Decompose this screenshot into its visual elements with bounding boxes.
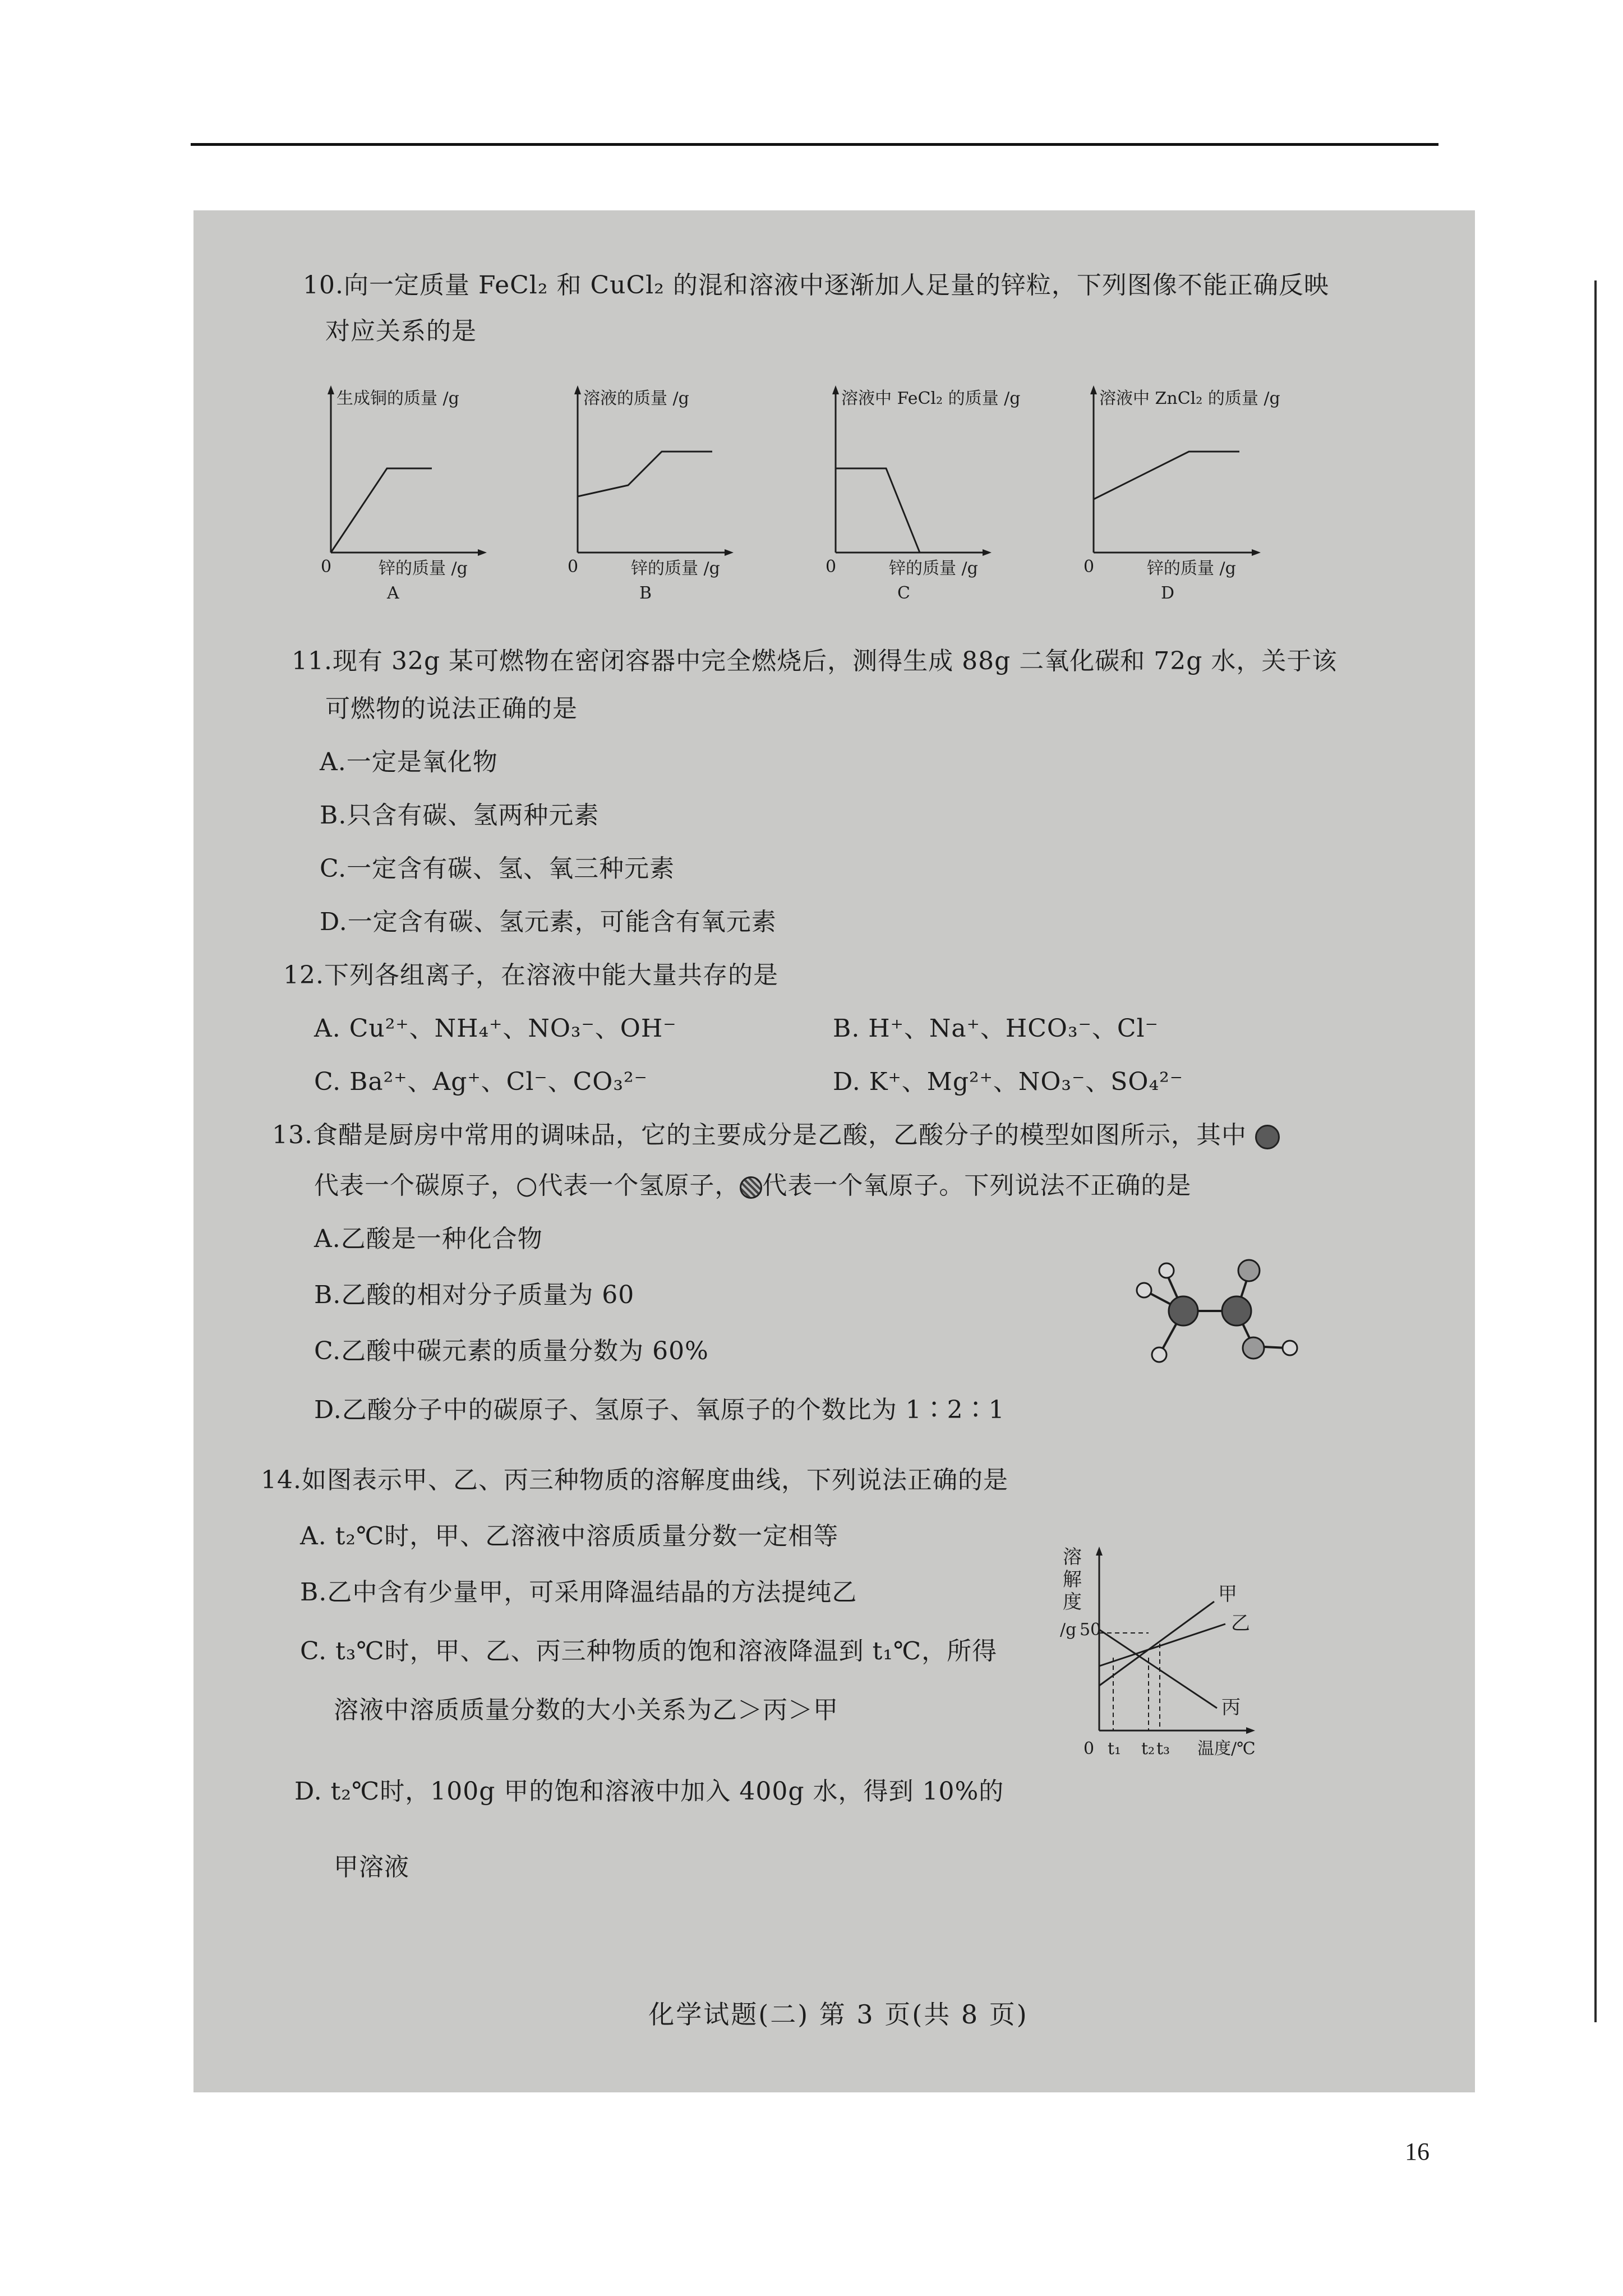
q10-stem-line1: 10.向一定质量 FeCl₂ 和 CuCl₂ 的混和溶液中逐渐加人足量的锌粒，下列图像不能正确反映 xyxy=(303,271,1329,300)
curve xyxy=(578,452,712,496)
acetic-acid-model xyxy=(1119,1248,1354,1379)
margin-line xyxy=(1594,280,1597,2022)
q11-stem-line1: 11.现有 32g 某可燃物在密闭容器中完全燃烧后，测得生成 88g 二氧化碳和 72g 水，关于该 xyxy=(292,647,1338,675)
q13-stem-text-3: 代表一个氧原子。下列说法不正确的是 xyxy=(762,1171,1192,1200)
xlabel: 锌的质量 /g xyxy=(889,559,978,578)
q13-stem-line2 xyxy=(314,1170,1191,1202)
arrow-right-icon xyxy=(1246,1727,1255,1734)
xlabel: 锌的质量 /g xyxy=(379,559,468,578)
q13-option-a: A.乙酸是一种化合物 xyxy=(314,1225,543,1253)
origin-label: 0 xyxy=(1083,1739,1095,1759)
q11-option-a: A.一定是氧化物 xyxy=(320,748,498,776)
q10-stem-line2: 对应关系的是 xyxy=(325,317,477,346)
ylabel: 溶液的质量 /g xyxy=(583,389,689,408)
q12-option-c: C. Ba²⁺、Ag⁺、Cl⁻、CO₃²⁻ xyxy=(314,1068,648,1096)
q13-stem-text-2: 代表一个碳原子，○代表一个氢原子， xyxy=(314,1171,740,1200)
q11-option-b: B.只含有碳、氢两种元素 xyxy=(320,801,600,830)
solubility-chart xyxy=(1038,1545,1284,1795)
curve xyxy=(836,468,920,553)
hydrogen-atom-icon xyxy=(1159,1263,1174,1278)
q14-option-b: B.乙中含有少量甲，可采用降温结晶的方法提纯乙 xyxy=(300,1578,857,1607)
carbon-atom-icon xyxy=(1169,1296,1198,1326)
curve xyxy=(331,468,432,553)
q14-option-d-line2: 甲溶液 xyxy=(334,1853,409,1881)
q13-stem-line1 xyxy=(272,1119,1280,1152)
page-footer: 化学试题(二) 第 3 页(共 8 页) xyxy=(648,1999,1029,2030)
y-tick-50: 50 xyxy=(1080,1620,1101,1640)
q12-option-a: A. Cu²⁺、NH₄⁺、NO₃⁻、OH⁻ xyxy=(314,1014,677,1043)
q10-graph-d xyxy=(1077,379,1279,605)
ylabel-char: 解 xyxy=(1063,1568,1082,1591)
tick-t1: t₁ xyxy=(1108,1739,1122,1759)
page-number: 16 xyxy=(1405,2138,1430,2165)
oxygen-atom-icon xyxy=(740,1176,762,1199)
graph-letter: B xyxy=(639,583,652,603)
q13-stem-text: 13.食醋是厨房中常用的调味品，它的主要成分是乙酸，乙酸分子的模型如图所示，其中 xyxy=(272,1121,1247,1149)
graph-letter: D xyxy=(1161,583,1175,603)
arrow-right-icon xyxy=(478,549,487,556)
oxygen-atom-icon xyxy=(1243,1337,1264,1359)
q14-option-c-line1: C. t₃℃时，甲、乙、丙三种物质的饱和溶液降温到 t₁℃，所得 xyxy=(300,1637,998,1665)
arrow-right-icon xyxy=(1252,549,1261,556)
curve xyxy=(1094,452,1239,499)
q10-graph-c xyxy=(819,379,1021,605)
ylabel: 溶液中 FeCl₂ 的质量 /g xyxy=(841,389,1021,408)
q14-option-d-line1: D. t₂℃时，100g 甲的饱和溶液中加入 400g 水，得到 10%的 xyxy=(294,1777,1004,1806)
hydrogen-atom-icon xyxy=(1283,1341,1297,1355)
curve-jia xyxy=(1099,1602,1214,1686)
hydrogen-atom-icon xyxy=(1137,1283,1151,1297)
origin-label: 0 xyxy=(826,557,837,577)
yunit: /g xyxy=(1060,1620,1077,1640)
ylabel: 溶液中 ZnCl₂ 的质量 /g xyxy=(1099,389,1280,408)
hydrogen-atom-icon xyxy=(1152,1347,1166,1362)
arrow-up-icon xyxy=(328,385,334,394)
oxygen-atom-icon xyxy=(1238,1260,1260,1281)
xlabel: 温度/℃ xyxy=(1197,1739,1256,1759)
series-label-jia: 甲 xyxy=(1218,1583,1237,1605)
ylabel: 生成铜的质量 /g xyxy=(336,389,459,408)
q10-graph-b xyxy=(561,379,746,605)
curve-bing xyxy=(1099,1630,1217,1708)
q14-option-a: A. t₂℃时，甲、乙溶液中溶质质量分数一定相等 xyxy=(300,1522,839,1550)
arrow-up-icon xyxy=(1090,385,1097,394)
arrow-up-icon xyxy=(1096,1547,1103,1556)
q10-graph-a xyxy=(314,379,499,605)
graph-letter: A xyxy=(387,583,399,603)
scanned-exam-page xyxy=(193,210,1475,2092)
q12-option-d: D. K⁺、Mg²⁺、NO₃⁻、SO₄²⁻ xyxy=(833,1068,1184,1096)
q13-option-c: C.乙酸中碳元素的质量分数为 60% xyxy=(314,1337,709,1365)
ylabel-char: 溶 xyxy=(1063,1546,1082,1568)
origin-label: 0 xyxy=(1083,557,1095,577)
graph-letter: C xyxy=(897,583,910,603)
origin-label: 0 xyxy=(321,557,332,577)
q12-stem: 12.下列各组离子，在溶液中能大量共存的是 xyxy=(283,961,778,990)
q14-option-c-line2: 溶液中溶质质量分数的大小关系为乙＞丙＞甲 xyxy=(334,1696,838,1724)
q11-option-c: C.一定含有碳、氢、氧三种元素 xyxy=(320,854,675,883)
q13-option-b: B.乙酸的相对分子质量为 60 xyxy=(314,1281,635,1309)
xlabel: 锌的质量 /g xyxy=(631,559,720,578)
arrow-right-icon xyxy=(725,549,734,556)
arrow-up-icon xyxy=(832,385,839,394)
origin-label: 0 xyxy=(568,557,579,577)
q14-stem: 14.如图表示甲、乙、丙三种物质的溶解度曲线，下列说法正确的是 xyxy=(261,1466,1008,1494)
curve-yi xyxy=(1099,1624,1225,1666)
tick-t3: t₃ xyxy=(1156,1739,1170,1759)
arrow-up-icon xyxy=(574,385,581,394)
series-label-bing: 丙 xyxy=(1221,1696,1241,1719)
q11-option-d: D.一定含有碳、氢元素，可能含有氧元素 xyxy=(320,908,777,936)
carbon-atom-icon xyxy=(1255,1125,1280,1149)
ylabel-char: 度 xyxy=(1063,1591,1082,1613)
header-rule xyxy=(191,143,1438,146)
q13-option-d: D.乙酸分子中的碳原子、氢原子、氧原子的个数比为 1∶2∶1 xyxy=(314,1396,1005,1424)
tick-t2: t₂ xyxy=(1141,1739,1155,1759)
carbon-atom-icon xyxy=(1222,1296,1251,1326)
arrow-right-icon xyxy=(983,549,992,556)
series-label-yi: 乙 xyxy=(1231,1612,1250,1635)
q11-stem-line2: 可燃物的说法正确的是 xyxy=(325,694,578,723)
xlabel: 锌的质量 /g xyxy=(1147,559,1236,578)
q12-option-b: B. H⁺、Na⁺、HCO₃⁻、Cl⁻ xyxy=(833,1014,1159,1043)
